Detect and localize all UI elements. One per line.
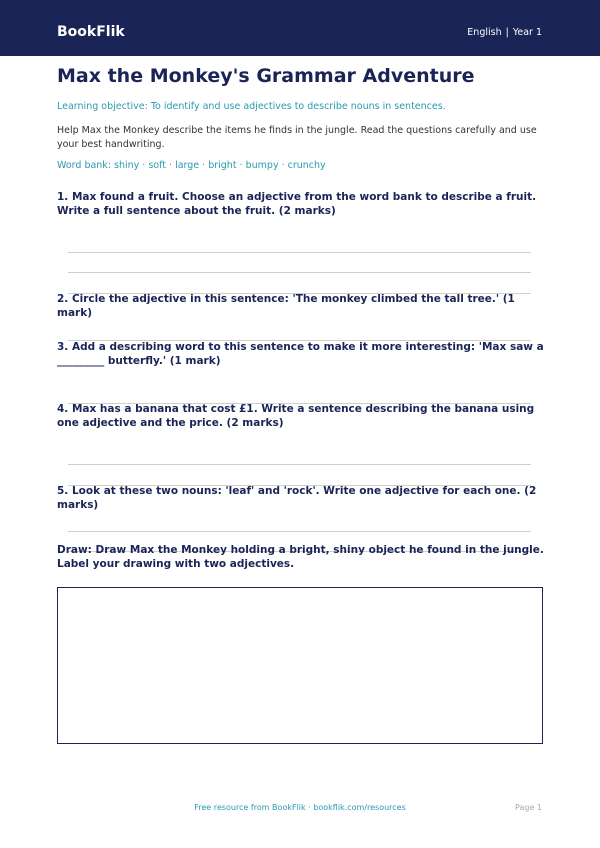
header-bar [0,0,600,56]
question-1: 1. Max found a fruit. Choose an adjective from the word bank to describe a fruit. Write a full sentence about the fruit. (2 marks) [57,191,537,217]
answer-line[interactable] [68,464,531,465]
question-3: 3. Add a describing word to this sentence to make it more interesting: 'Max saw a _________ butterfly.' (1 mark) [57,341,544,367]
drawing-task: Draw: Draw Max the Monkey holding a bright, shiny object he found in the jungle. Label your drawing with two adjectives. [57,544,544,570]
answer-line[interactable] [68,252,531,253]
subject-level [467,27,542,39]
subject-label: English [467,27,502,38]
level-label: Year 1 [512,27,542,38]
answer-line[interactable] [68,531,531,532]
question-4: 4. Max has a banana that cost £1. Write a sentence describing the banana using one adjective and the price. (2 marks) [57,403,535,429]
footer-credit: Free resource from BookFlik · bookflik.com/resources [194,803,406,812]
question-5: 5. Look at these two nouns: 'leaf' and 'rock'. Write one adjective for each one. (2 marks) [57,485,537,511]
brand-logo: BookFlik [57,24,125,40]
answer-line[interactable] [68,272,531,273]
page-number: Page 1 [515,803,542,812]
page-title: Max the Monkey's Grammar Adventure [57,65,475,87]
word-bank: Word bank: shiny · soft · large · bright · bumpy · crunchy [57,160,326,171]
question-2: 2. Circle the adjective in this sentence: 'The monkey climbed the tall tree.' (1 mark) [57,293,515,319]
learning-objective: Learning objective: To identify and use adjectives to describe nouns in sentences. [57,101,446,112]
intro-text: Help Max the Monkey describe the items he finds in the jungle. Read the questions carefully and use your best handwriting. [57,125,537,150]
header-separator: | [505,27,509,38]
drawing-area[interactable] [57,587,543,744]
